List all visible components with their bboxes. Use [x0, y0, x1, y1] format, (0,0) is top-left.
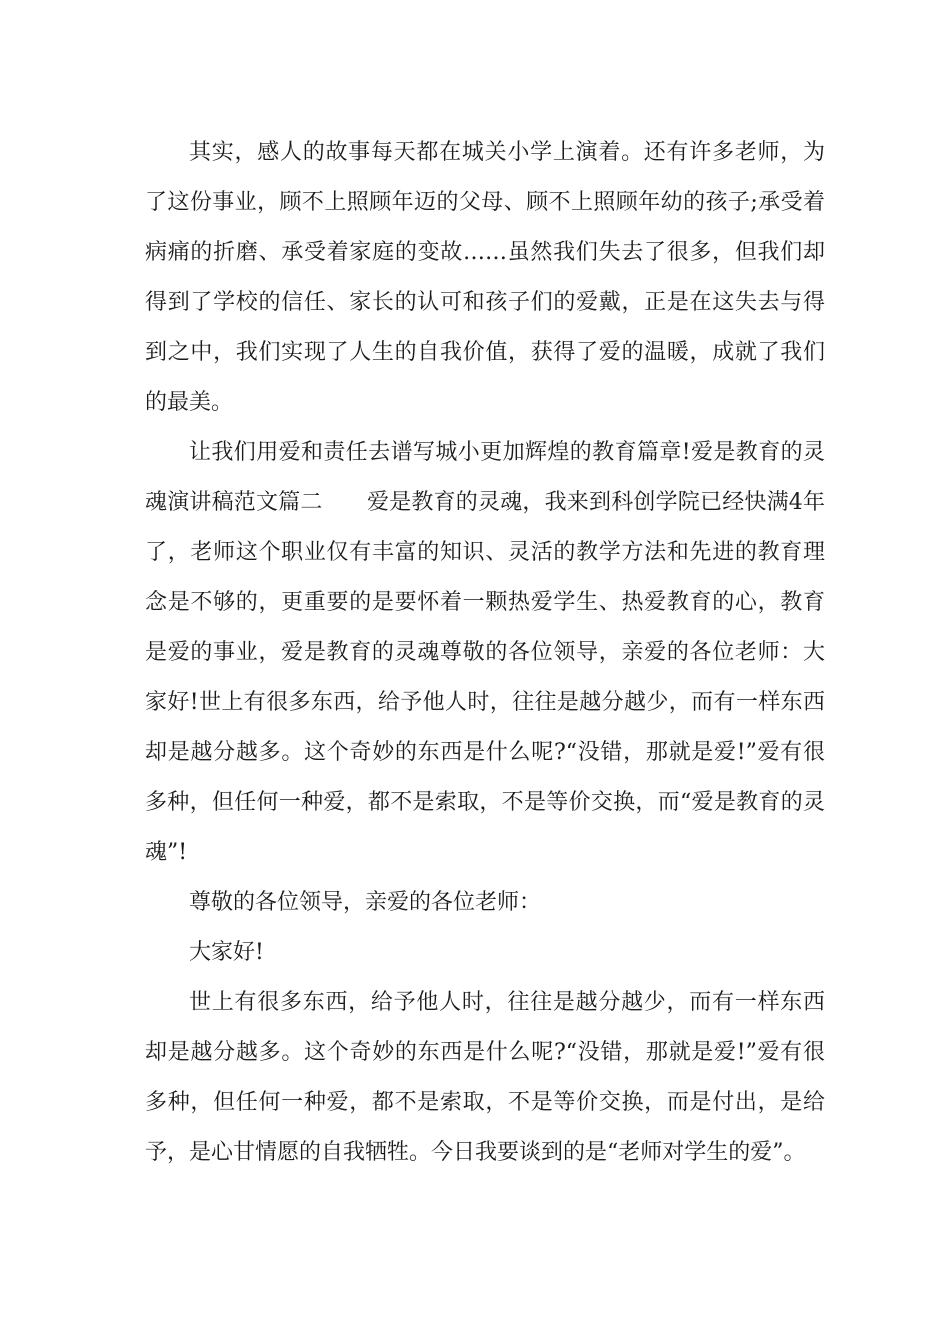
paragraph-1: 其实，感人的故事每天都在城关小学上演着。还有许多老师，为了这份事业，顾不上照顾年迈的父母、顾不上照顾年幼的孩子;承受着病痛的折磨、承受着家庭的变故……虽然我们失去了很多，但我们却得到了学校的信任、家长的认可和孩子们的爱戴，正是在这失去与得到之中，我们实现了人生的自我价值，获得了爱的温暖，成就了我们的最美。 — [145, 140, 825, 415]
paragraph-2: 让我们用爱和责任去谱写城小更加辉煌的教育篇章!爱是教育的灵魂演讲稿范文篇二 爱是教育的灵魂，我来到科创学院已经快满4年了，老师这个职业仅有丰富的知识、灵活的教学方法和先进的教育理念是不够的，更重要的是要怀着一颗热爱学生、热爱教育的心，教育是爱的事业，爱是教育的灵魂尊敬的各位领导，亲爱的各位老师：大家好!世上有很多东西，给予他人时，往往是越分越少，而有一样东西却是越分越多。这个奇妙的东西是什么呢?“没错，那就是爱!”爱有很多种，但任何一种爱，都不是索取，不是等价交换，而“爱是教育的灵魂”! — [145, 440, 825, 865]
document-body — [145, 128, 825, 1178]
paragraph-5: 世上有很多东西，给予他人时，往往是越分越少，而有一样东西却是越分越多。这个奇妙的东西是什么呢?“没错，那就是爱!”爱有很多种，但任何一种爱，都不是索取，不是等价交换，而是付出，是给予，是心甘情愿的自我牺牲。今日我要谈到的是“老师对学生的爱”。 — [145, 990, 825, 1165]
paragraph-4: 大家好! — [189, 940, 264, 965]
paragraph-3: 尊敬的各位领导，亲爱的各位老师： — [189, 890, 542, 915]
